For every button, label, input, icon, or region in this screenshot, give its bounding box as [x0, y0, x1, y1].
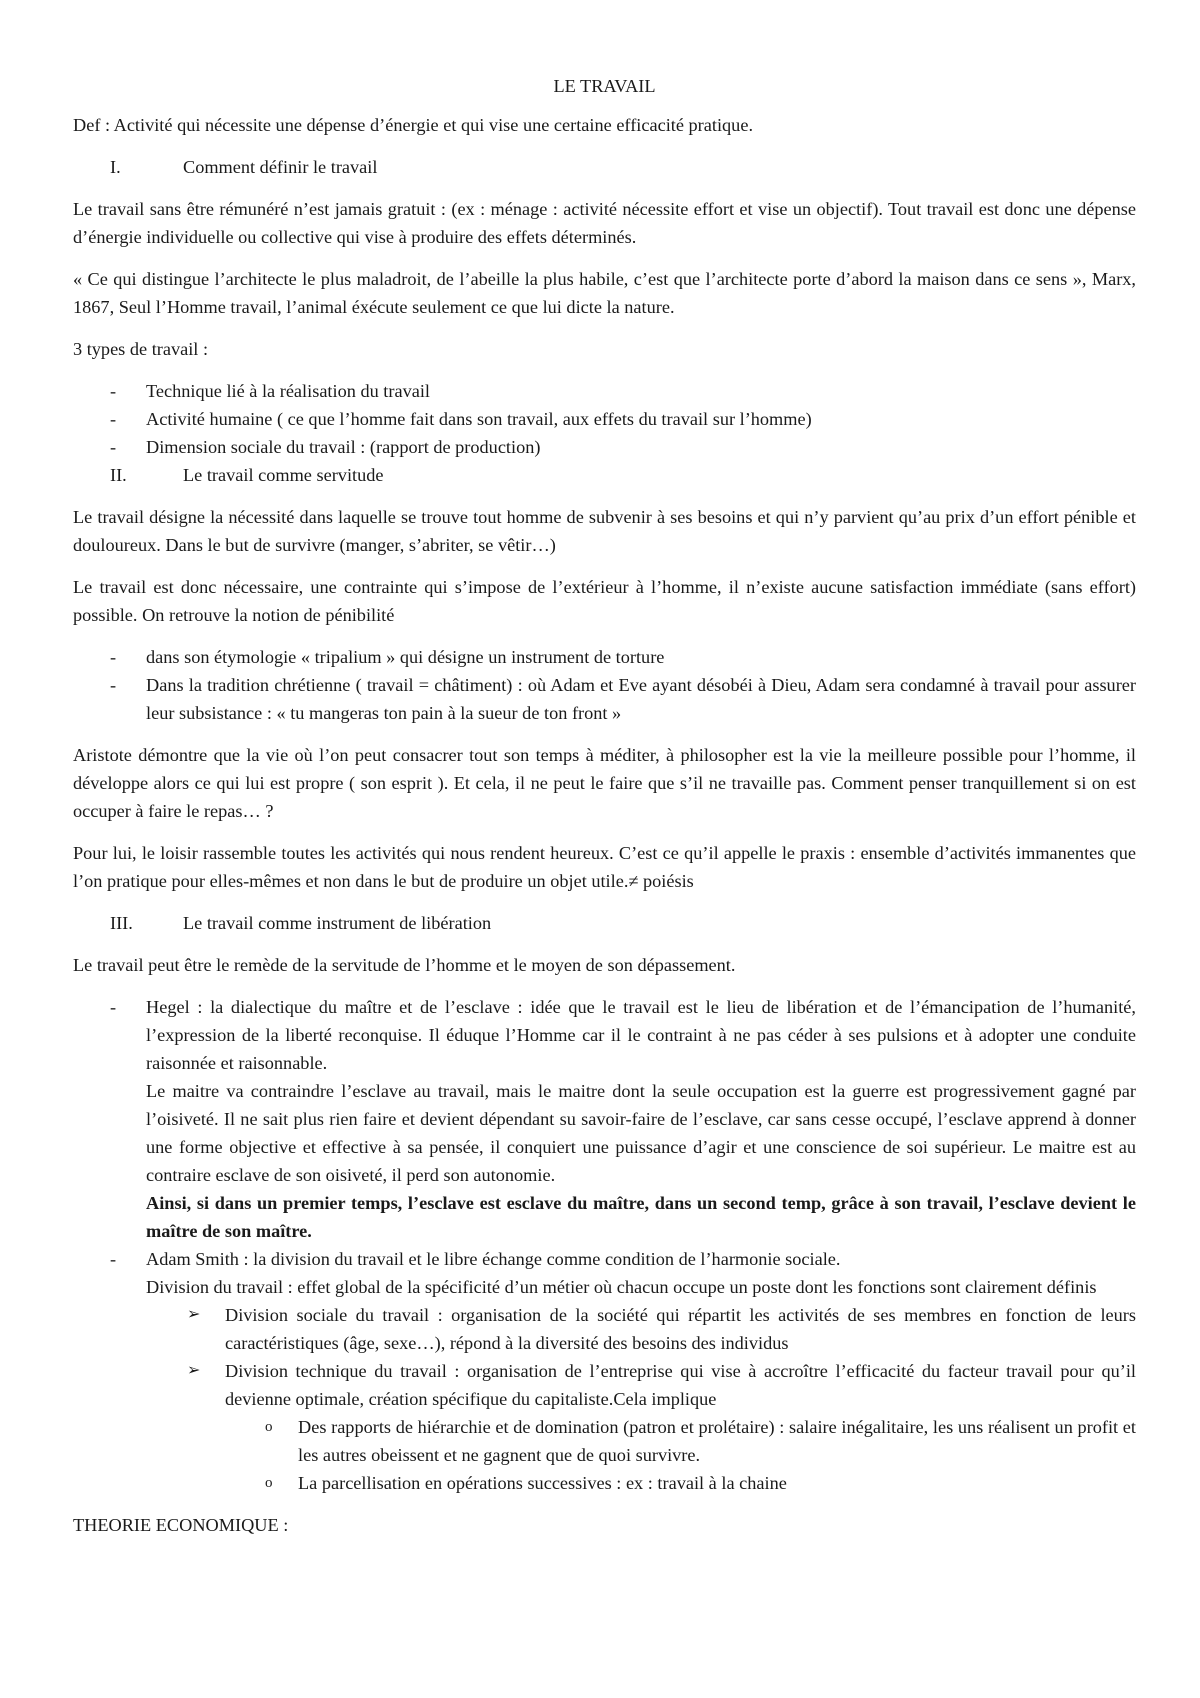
arrow-bullet-icon: ➢ [187, 1306, 201, 1323]
circle-bullet: o [265, 1419, 273, 1435]
dash-bullet: - [110, 381, 117, 401]
paragraph: Le travail peut être le remède de la servitude de l’homme et le moyen de son dépassement. [73, 955, 736, 975]
list-item: - dans son étymologie « tripalium » qui désigne un instrument de torture [73, 643, 1136, 671]
section-title: Comment définir le travail [183, 157, 378, 177]
list-item: o La parcellisation en opérations successives : ex : travail à la chaine [73, 1469, 1136, 1497]
arrow-bullet-icon: ➢ [187, 1362, 201, 1379]
types-list [73, 377, 1136, 461]
paragraph: Le travail désigne la nécessité dans laquelle se trouve tout homme de subvenir à ses besoins et qui n’y parvient qu’au prix d’un effort pénible et douloureux. Dans le but de survivre (manger, s’abriter, se vêtir…) [73, 507, 1136, 555]
division-list [73, 1301, 1136, 1413]
paragraph: Le travail est donc nécessaire, une contrainte qui s’impose de l’extérieur à l’homme, il n’existe aucune satisfaction immédiate (sans effort) possible. On retrouve la notion de pénibilité [73, 577, 1136, 625]
list-item: - Dans la tradition chrétienne ( travail = châtiment) : où Adam et Eve ayant désobéi à Dieu, Adam sera condamné à travail pour assurer leur subsistance : « tu mangeras ton pain à la sueur de ton front » [73, 671, 1136, 727]
dash-bullet: - [110, 675, 117, 695]
document-title: LE TRAVAIL [553, 76, 656, 96]
liberation-list [73, 993, 1136, 1301]
paragraph: Pour lui, le loisir rassemble toutes les activités qui nous rendent heureux. C’est ce qu’il appelle le praxis : ensemble d’activités immanentes que l’on pratique pour elles-mêmes et non dans le but de produire un objet utile.≠ poiésis [73, 843, 1136, 891]
dash-bullet: - [110, 409, 117, 429]
section-3-heading [73, 909, 1136, 937]
definition-paragraph: Def : Activité qui nécessite une dépense d’énergie et qui vise une certaine efficacité pratique. [73, 115, 754, 135]
section-number: I. [110, 157, 121, 177]
dash-bullet: - [110, 997, 117, 1017]
section-number: II. [110, 465, 127, 485]
list-item: - Technique lié à la réalisation du travail [73, 377, 1136, 405]
section-2-heading [73, 461, 1136, 489]
types-intro: 3 types de travail : [73, 339, 209, 359]
list-item: ➢ Division technique du travail : organisation de l’entreprise qui vise à accroître l’efficacité du facteur travail pour qu’il devienne optimale, création spécifique du capitaliste.Cela implique [73, 1357, 1136, 1413]
section-title: Le travail comme instrument de libération [183, 913, 492, 933]
section-number: III. [110, 913, 133, 933]
dash-bullet: - [110, 437, 117, 457]
list-item: - Dimension sociale du travail : (rapport de production) [73, 433, 1136, 461]
dash-bullet: - [110, 1249, 117, 1269]
dash-bullet: - [110, 647, 117, 667]
quote-paragraph: « Ce qui distingue l’architecte le plus maladroit, de l’abeille la plus habile, c’est que l’architecte porte d’abord la maison dans ce sens », Marx, 1867, Seul l’Homme travail, l’animal éxécute seulement ce que lui dicte la nature. [73, 269, 1136, 317]
penibilite-list [73, 643, 1136, 727]
list-item-smith: - Adam Smith : la division du travail et le libre échange comme condition de l’harmonie sociale. Division du travail : effet global de la spécificité d’un métier où chacun occupe un poste dont les fonctions sont clairement définis [73, 1245, 1136, 1301]
bold-conclusion: Ainsi, si dans un premier temps, l’esclave est esclave du maître, dans un second temp, grâce à son travail, l’esclave devient le maître de son maître. [146, 1193, 1136, 1241]
section-title: Le travail comme servitude [183, 465, 384, 485]
paragraph: Le travail sans être rémunéré n’est jamais gratuit : (ex : ménage : activité nécessite effort et vise un objectif). Tout travail est donc une dépense d’énergie individuelle ou collective qui vise à produire des effets déterminés. [73, 199, 1136, 247]
paragraph: Aristote démontre que la vie où l’on peut consacrer tout son temps à méditer, à philosopher est la vie la meilleure possible pour l’homme, il développe alors ce qui lui est propre ( son esprit ). Et cela, il ne peut le faire que s’il ne travaille pas. Comment penser tranquillement si on est occuper à faire le repas… ? [73, 745, 1136, 821]
list-item-hegel: - Hegel : la dialectique du maître et de l’esclave : idée que le travail est le lieu de libération et de l’émancipation de l’humanité, l’expression de la liberté reconquise. Il éduque l’Homme car il le contraint à ne pas céder à ses pulsions et à adopter une conduite raisonnée et raisonnable. Le maitre va contraindre l’esclave au travail, mais le maitre dont la seule occupation est la guerre est progressivement gagné par l’oisiveté. Il ne sait plus rien faire et devient dépendant su savoir-faire de l’esclave, car sans cesse occupé, l’esclave apprend à donner une forme objective et effective à sa pensée, il conquiert une puissance d’agir et une conscience de soi supérieur. Le maitre est au contraire esclave de son oisiveté, il perd son autonomie. Ainsi, si dans un premier temps, l’esclave est esclave du maître, dans un second temp, grâce à son travail, l’esclave devient le maître de son maître. [73, 993, 1136, 1245]
list-item: - Activité humaine ( ce que l’homme fait dans son travail, aux effets du travail sur l’homme) [73, 405, 1136, 433]
list-item: ➢ Division sociale du travail : organisation de la société qui répartit les activités de ses membres en fonction de leurs caractéristiques (âge, sexe…), répond à la diversité des besoins des individus [73, 1301, 1136, 1357]
footer-heading: THEORIE ECONOMIQUE : [73, 1515, 289, 1535]
implications-list [73, 1413, 1136, 1497]
list-item: o Des rapports de hiérarchie et de domination (patron et prolétaire) : salaire inégalitaire, les uns réalisent un profit et les autres obeissent et ne gagnent que de quoi survivre. [73, 1413, 1136, 1469]
circle-bullet: o [265, 1475, 273, 1491]
section-1-heading [73, 153, 1136, 181]
